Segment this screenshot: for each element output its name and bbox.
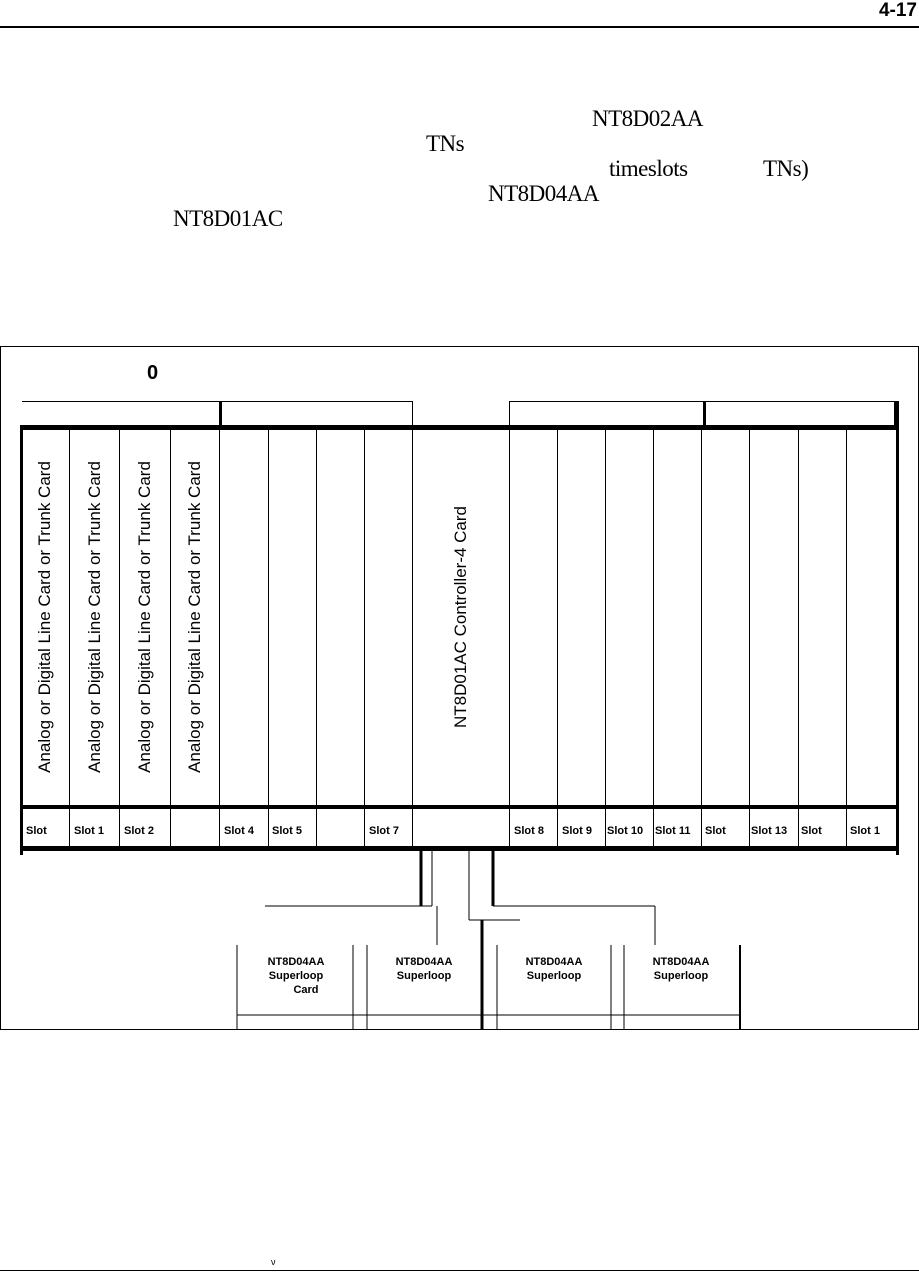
intro-timeslots: timeslots [609, 156, 688, 181]
superloop-card-model: NT8D04AA [525, 956, 583, 968]
slot-label: Slot 13 [751, 825, 788, 837]
slot-label: Slot [705, 825, 726, 837]
superloop-card-name: Superloop [653, 970, 709, 982]
superloop-card-name: Superloop [526, 970, 582, 982]
slot-label: Slot 9 [562, 825, 592, 837]
slot-label: Slot 4 [224, 825, 254, 837]
superloop-card-model: NT8D04AA [652, 956, 710, 968]
superloop-card [378, 955, 470, 983]
slot-label: Slot 10 [607, 825, 644, 837]
slot-label: Slot 11 [655, 825, 691, 837]
intro-tns-closing: TNs) [763, 156, 809, 181]
slot-label: Slot 7 [369, 825, 399, 837]
intro-model-nt8d02aa: NT8D02AA [592, 106, 703, 131]
controller-card-label: NT8D01AC Controller-4 Card [451, 505, 470, 729]
intro-tns: TNs [426, 131, 465, 156]
figure-fragment-zero: 0 [147, 362, 159, 384]
superloop-card-model: NT8D04AA [267, 956, 325, 968]
slot-label: Slot 5 [272, 825, 302, 837]
footer-rule [0, 1270, 919, 1271]
intro-model-nt8d01ac: NT8D01AC [173, 206, 283, 231]
superloop-card [250, 955, 342, 997]
slot-card-label: Analog or Digital Line Card or Trunk Card [135, 461, 154, 773]
superloop-card [635, 955, 727, 983]
slot-label: Slot [26, 825, 47, 837]
slot-card-label: Analog or Digital Line Card or Trunk Card [185, 461, 204, 773]
page-number: 4-17 [878, 0, 917, 21]
intro-model-nt8d04aa: NT8D04AA [488, 181, 599, 206]
superloop-card-model: NT8D04AA [395, 956, 453, 968]
superloop-card-type: Card [293, 984, 319, 996]
slot-card-label: Analog or Digital Line Card or Trunk Card [35, 461, 54, 773]
slot-label: Slot 2 [124, 825, 154, 837]
footer-mark: ν [271, 1257, 276, 1267]
slot-label: Slot 8 [514, 825, 544, 837]
slot-card-label: Analog or Digital Line Card or Trunk Card [85, 461, 104, 773]
superloop-card [508, 955, 600, 983]
superloop-card-name: Superloop [396, 970, 452, 982]
slot-label: Slot 1 [74, 825, 104, 837]
slot-label: Slot 1 [850, 825, 880, 837]
slot-label: Slot [801, 825, 822, 837]
superloop-card-name: Superloop [268, 970, 324, 982]
